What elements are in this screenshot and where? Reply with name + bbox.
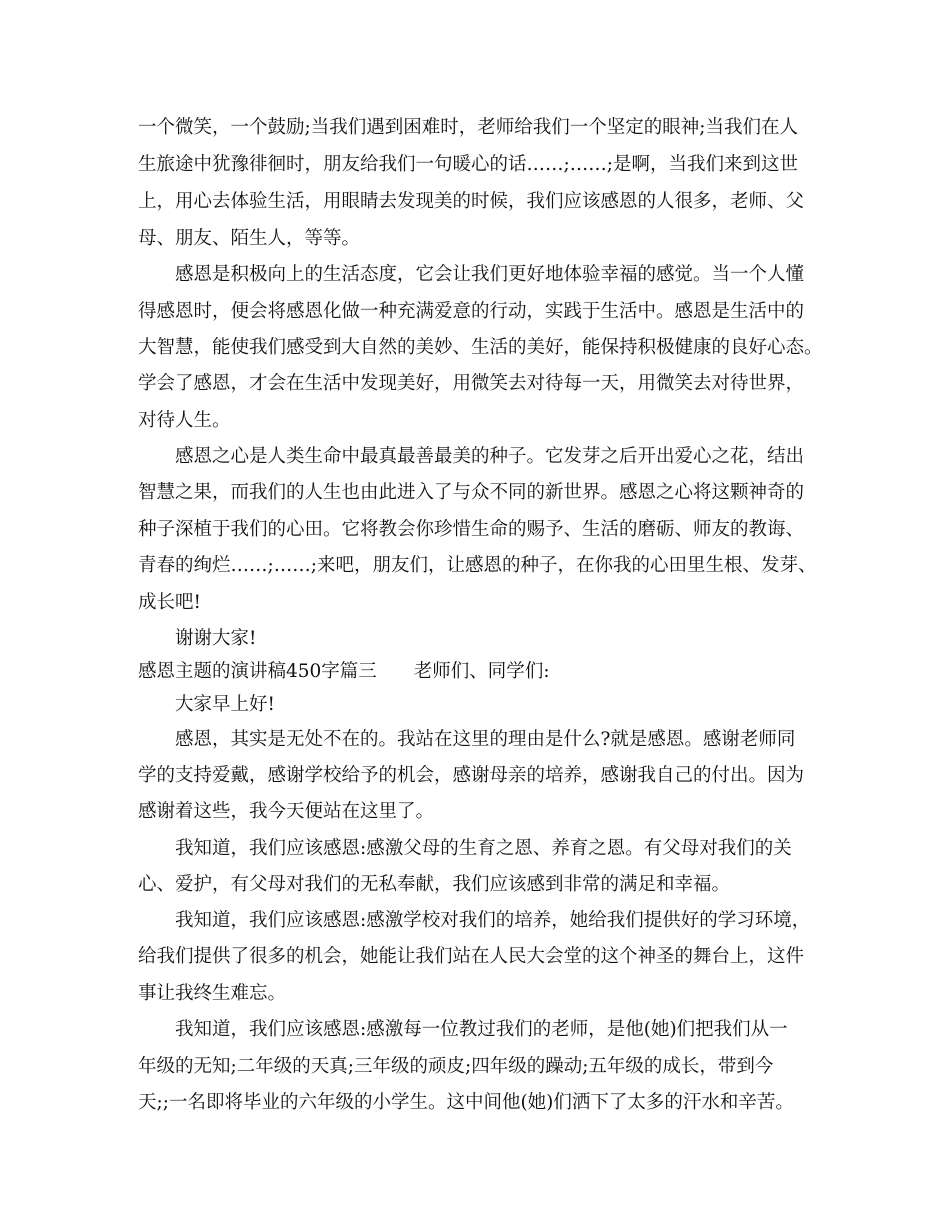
text-line: 心、爱护，有父母对我们的无私奉献，我们应该感到非常的满足和幸福。 — [138, 874, 731, 895]
text-line: 感谢着这些，我今天便站在这里了。 — [138, 801, 435, 822]
text-line: 学会了感恩，才会在生活中发现美好，用微笑去对待每一天，用微笑去对待世界， — [138, 373, 805, 394]
paragraph-start-line: 感恩，其实是无处不在的。我站在这里的理由是什么?就是感恩。感谢老师同 — [175, 729, 796, 750]
text-line: 给我们提供了很多的机会，她能让我们站在人民大会堂的这个神圣的舞台上，这件 — [138, 946, 805, 967]
text-line: 大智慧，能使我们感受到大自然的美妙、生活的美好，能保持积极健康的良好心态。 — [138, 337, 823, 358]
greeting-line: 大家早上好! — [175, 694, 275, 715]
paragraph-start-line: 我知道，我们应该感恩:感激学校对我们的培养，她给我们提供好的学习环境， — [175, 910, 811, 931]
text-line: 智慧之果，而我们的人生也由此进入了与众不同的新世界。感恩之心将这颗神奇的 — [138, 482, 805, 503]
text-line: 年级的无知;二年级的天真;三年级的顽皮;四年级的躁动;五年级的成长，带到今 — [138, 1056, 774, 1077]
text-line: 对待人生。 — [138, 410, 231, 431]
text-line: 成长吧! — [138, 592, 201, 613]
text-line: 一个微笑，一个鼓励;当我们遇到困难时，老师给我们一个坚定的眼神;当我们在人 — [138, 117, 798, 138]
text-line: 青春的绚烂……;……;来吧，朋友们，让感恩的种子，在你我的心田里生根、发芽、 — [138, 555, 817, 576]
thanks-line: 谢谢大家! — [175, 628, 257, 649]
text-line: 母、朋友、陌生人，等等。 — [138, 228, 361, 249]
text-line: 天;;一名即将毕业的六年级的小学生。这中间他(她)们洒下了太多的汗水和辛苦。 — [138, 1092, 794, 1113]
text-line: 生旅途中犹豫徘徊时，朋友给我们一句暖心的话……;……;是啊，当我们来到这世 — [138, 154, 798, 175]
paragraph-start-line: 我知道，我们应该感恩:感激父母的生育之恩、养育之恩。有父母对我们的关 — [175, 838, 792, 859]
text-line: 学的支持爱戴，感谢学校给予的机会，感谢母亲的培养，感谢我自己的付出。因为 — [138, 765, 805, 786]
text-line: 得感恩时，便会将感恩化做一种充满爱意的行动，实践于生活中。感恩是生活中的 — [138, 301, 805, 322]
paragraph-start-line: 感恩是积极向上的生活态度，它会让我们更好地体验幸福的感觉。当一个人懂 — [175, 264, 805, 285]
paragraph-start-line: 感恩之心是人类生命中最真最善最美的种子。它发芽之后开出爱心之花，结出 — [175, 446, 805, 467]
text-line: 事让我终生难忘。 — [138, 983, 287, 1004]
paragraph-start-line: 我知道，我们应该感恩:感激每一位教过我们的老师，是他(她)们把我们从一 — [175, 1019, 788, 1040]
text-line: 上，用心去体验生活，用眼睛去发现美的时候，我们应该感恩的人很多，老师、父 — [138, 191, 805, 212]
text-line: 种子深植于我们的心田。它将教会你珍惜生命的赐予、生活的磨砺、师友的教诲、 — [138, 519, 805, 540]
section-heading: 感恩主题的演讲稿450字篇三 老师们、同学们: — [138, 661, 550, 682]
